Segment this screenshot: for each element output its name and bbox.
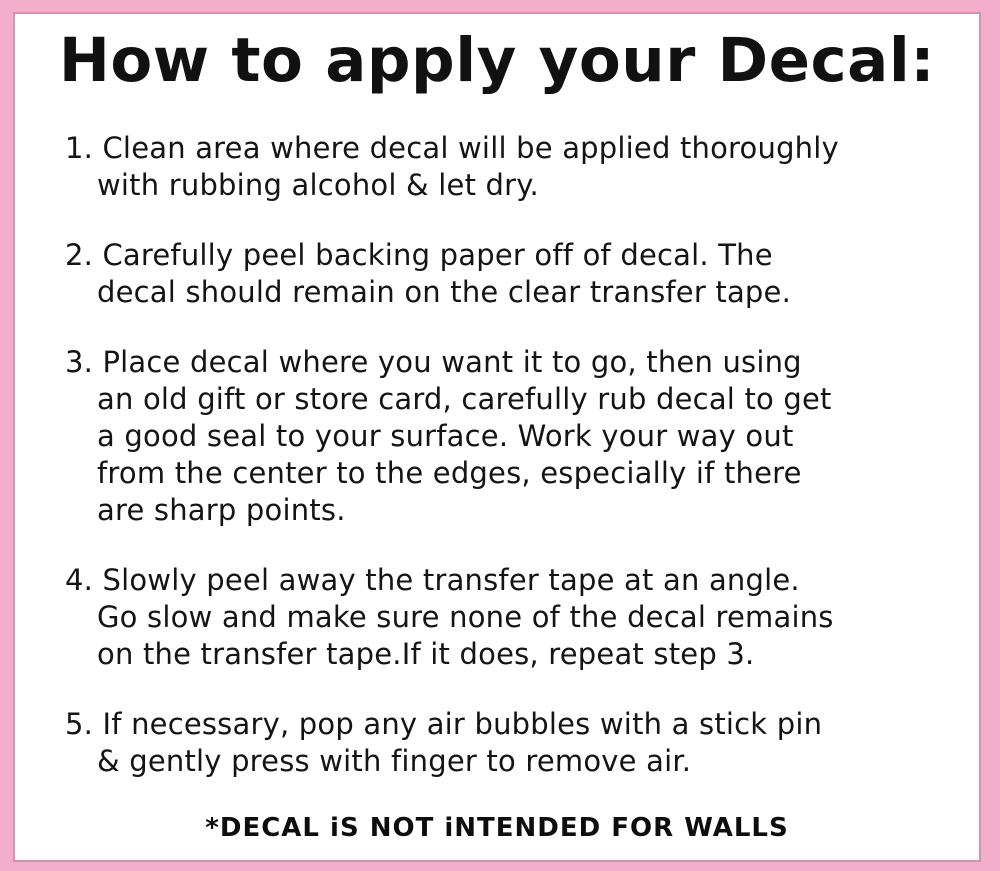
step-line: a good seal to your surface. Work your way out [97,419,794,454]
step-line: 3. Place decal where you want it to go, then using [65,345,802,380]
step-line: from the center to the edges, especially if there [97,456,802,491]
step-3 [65,344,951,529]
step-1 [65,130,951,204]
step-line: with rubbing alcohol & let dry. [97,168,539,203]
footer-note: *DECAL iS NOT iNTENDED FOR WALLS [205,813,789,844]
step-line: are sharp points. [97,493,346,528]
step-line: 5. If necessary, pop any air bubbles with a stick pin [65,707,823,742]
step-line: Go slow and make sure none of the decal remains [97,600,834,635]
step-2 [65,237,951,311]
instruction-steps [15,130,979,780]
step-line: decal should remain on the clear transfer tape. [97,275,792,310]
instruction-card [13,12,981,862]
step-line: 2. Carefully peel backing paper off of decal. The [65,238,773,273]
step-line: 1. Clean area where decal will be applied thoroughly [65,131,839,166]
step-line: on the transfer tape.If it does, repeat step 3. [97,637,755,672]
step-line: an old gift or store card, carefully rub decal to get [97,382,832,417]
step-4 [65,562,951,673]
step-5 [65,706,951,780]
step-line: & gently press with finger to remove air. [97,744,692,779]
page-title: How to apply your Decal: [58,25,936,96]
step-line: 4. Slowly peel away the transfer tape at an angle. [65,563,800,598]
